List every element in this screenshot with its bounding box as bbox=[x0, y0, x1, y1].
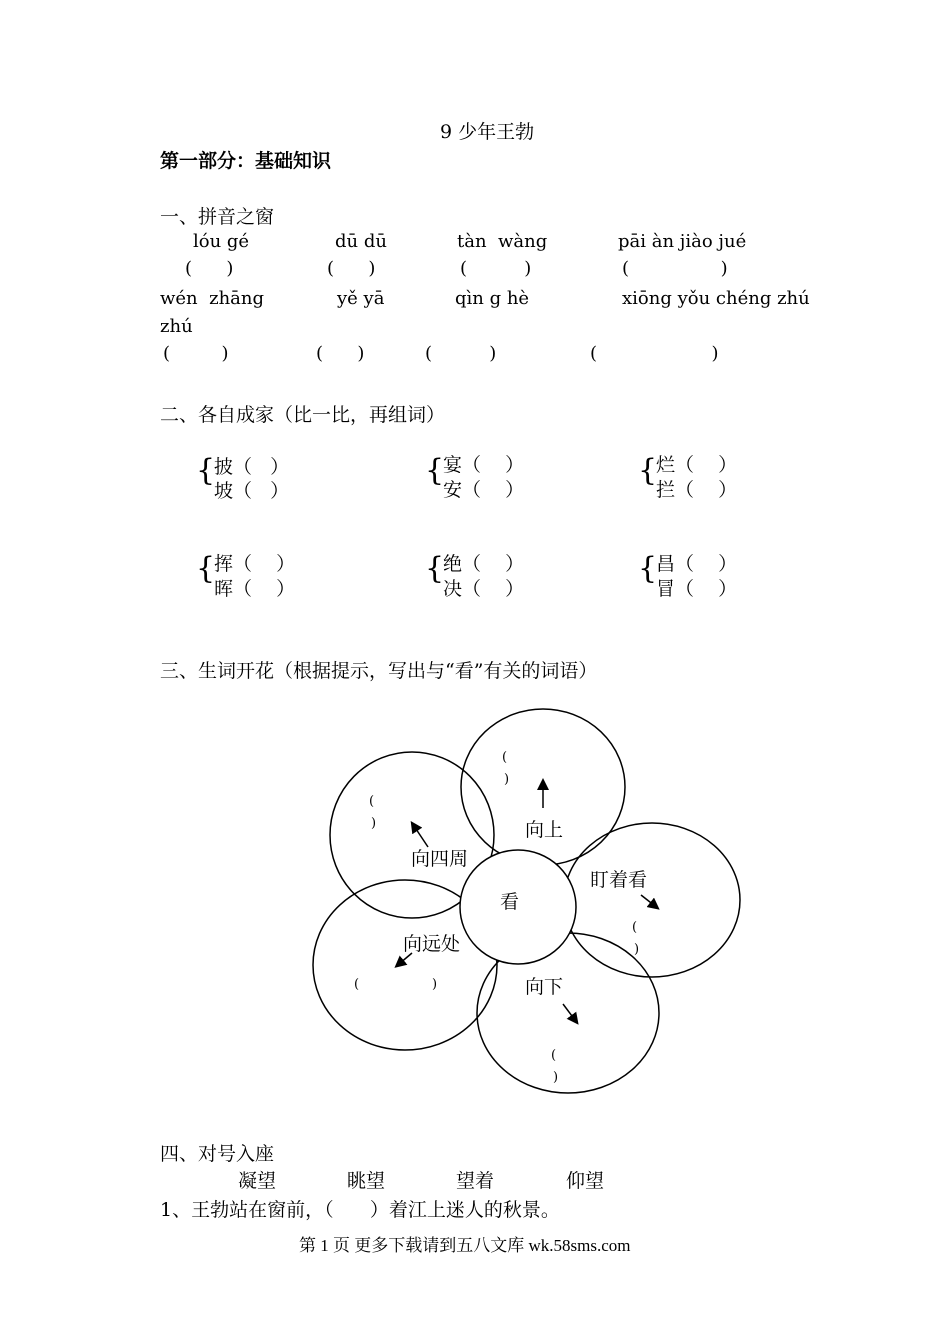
char-pair-top: 披（ ） bbox=[214, 456, 290, 478]
petal-label-stare: 盯着看 bbox=[590, 869, 648, 891]
answer-blank[interactable]: ( ) bbox=[622, 258, 728, 279]
word-option: 眺望 bbox=[347, 1170, 386, 1192]
answer-blank[interactable]: ( ) bbox=[316, 343, 365, 364]
char-pair-bottom: 冒（ ） bbox=[656, 578, 738, 600]
char-pair-top: 烂（ ） bbox=[656, 454, 738, 476]
arrow-right-icon bbox=[641, 895, 655, 906]
word-option: 仰望 bbox=[566, 1170, 605, 1192]
pinyin-paianjiaojue: pāi àn jiào jué bbox=[618, 231, 747, 252]
petal-label-far: 向远处 bbox=[403, 933, 461, 955]
word-option: 凝望 bbox=[238, 1170, 277, 1192]
page-footer: 第 1 页 更多下载请到五八文库 wk.58sms.com bbox=[299, 1236, 631, 1255]
answer-paren-close[interactable]: ) bbox=[553, 1070, 559, 1085]
char-pair-top: 绝（ ） bbox=[443, 553, 525, 575]
pinyin-qinghe: qìn g hè bbox=[455, 288, 530, 309]
pinyin-dudu: dū dū bbox=[335, 231, 387, 252]
brace-icon: { bbox=[196, 551, 216, 586]
petal-label-down: 向下 bbox=[525, 976, 564, 998]
part-heading: 第一部分：基础知识 bbox=[160, 150, 332, 172]
char-pair-top: 挥（ ） bbox=[214, 553, 296, 575]
brace-icon: { bbox=[425, 551, 445, 586]
brace-icon: { bbox=[196, 453, 216, 488]
answer-paren-open[interactable]: ( bbox=[354, 977, 360, 992]
pinyin-xiongyouchengzhu: xiōng yǒu chéng zhú bbox=[622, 288, 810, 309]
char-pair-bottom: 晖（ ） bbox=[214, 578, 296, 600]
answer-paren-close[interactable]: ) bbox=[634, 942, 640, 957]
answer-paren-open[interactable]: ( bbox=[502, 750, 508, 765]
char-pair-top: 宴（ ） bbox=[443, 454, 525, 476]
pinyin-tanwang: tàn wàng bbox=[457, 231, 548, 252]
arrow-upleft-icon bbox=[414, 826, 428, 847]
answer-blank[interactable]: ( ) bbox=[185, 258, 234, 279]
char-pair-top: 昌（ ） bbox=[656, 553, 738, 575]
answer-paren-close[interactable]: ) bbox=[371, 816, 377, 831]
section2-heading: 二、各自成家（比一比，再组词） bbox=[160, 404, 446, 426]
answer-paren-open[interactable]: ( bbox=[551, 1048, 557, 1063]
answer-paren-open[interactable]: ( bbox=[632, 920, 638, 935]
center-label: 看 bbox=[500, 891, 520, 913]
answer-blank[interactable]: ( ) bbox=[460, 258, 532, 279]
page-title: 9 少年王勃 bbox=[440, 121, 535, 143]
section1-heading: 一、拼音之窗 bbox=[160, 206, 275, 228]
pinyin-louge: lóu gé bbox=[193, 231, 250, 252]
section3-heading: 三、生词开花（根据提示，写出与“看”有关的词语） bbox=[160, 660, 598, 682]
brace-icon: { bbox=[638, 453, 658, 488]
section4-heading: 四、对号入座 bbox=[160, 1143, 275, 1165]
arrow-down-icon bbox=[563, 1004, 575, 1020]
char-pair-bottom: 决（ ） bbox=[443, 578, 525, 600]
word-option: 望着 bbox=[456, 1170, 495, 1192]
brace-icon: { bbox=[425, 453, 445, 488]
answer-blank[interactable]: ( ) bbox=[425, 343, 497, 364]
petal-circle-right bbox=[564, 823, 740, 977]
petal-label-up: 向上 bbox=[525, 819, 564, 841]
brace-icon: { bbox=[638, 551, 658, 586]
question-1: 1、王勃站在窗前，（ ）着江上迷人的秋景。 bbox=[160, 1199, 560, 1221]
pinyin-yeya: yě yā bbox=[337, 288, 385, 309]
char-pair-bottom: 安（ ） bbox=[443, 479, 525, 501]
char-pair-bottom: 拦（ ） bbox=[656, 479, 738, 501]
char-pair-bottom: 坡（ ） bbox=[214, 480, 290, 502]
answer-blank[interactable]: ( ) bbox=[590, 343, 719, 364]
petal-label-around: 向四周 bbox=[411, 848, 469, 870]
answer-blank[interactable]: ( ) bbox=[327, 258, 376, 279]
answer-blank[interactable]: ( ) bbox=[163, 343, 229, 364]
answer-paren-close[interactable]: ) bbox=[504, 772, 510, 787]
pinyin-wenzhang: wén zhāng bbox=[160, 288, 265, 309]
pinyin-wrap: zhú bbox=[160, 316, 193, 337]
answer-paren-close[interactable]: ) bbox=[432, 977, 438, 992]
answer-paren-open[interactable]: ( bbox=[369, 794, 375, 809]
